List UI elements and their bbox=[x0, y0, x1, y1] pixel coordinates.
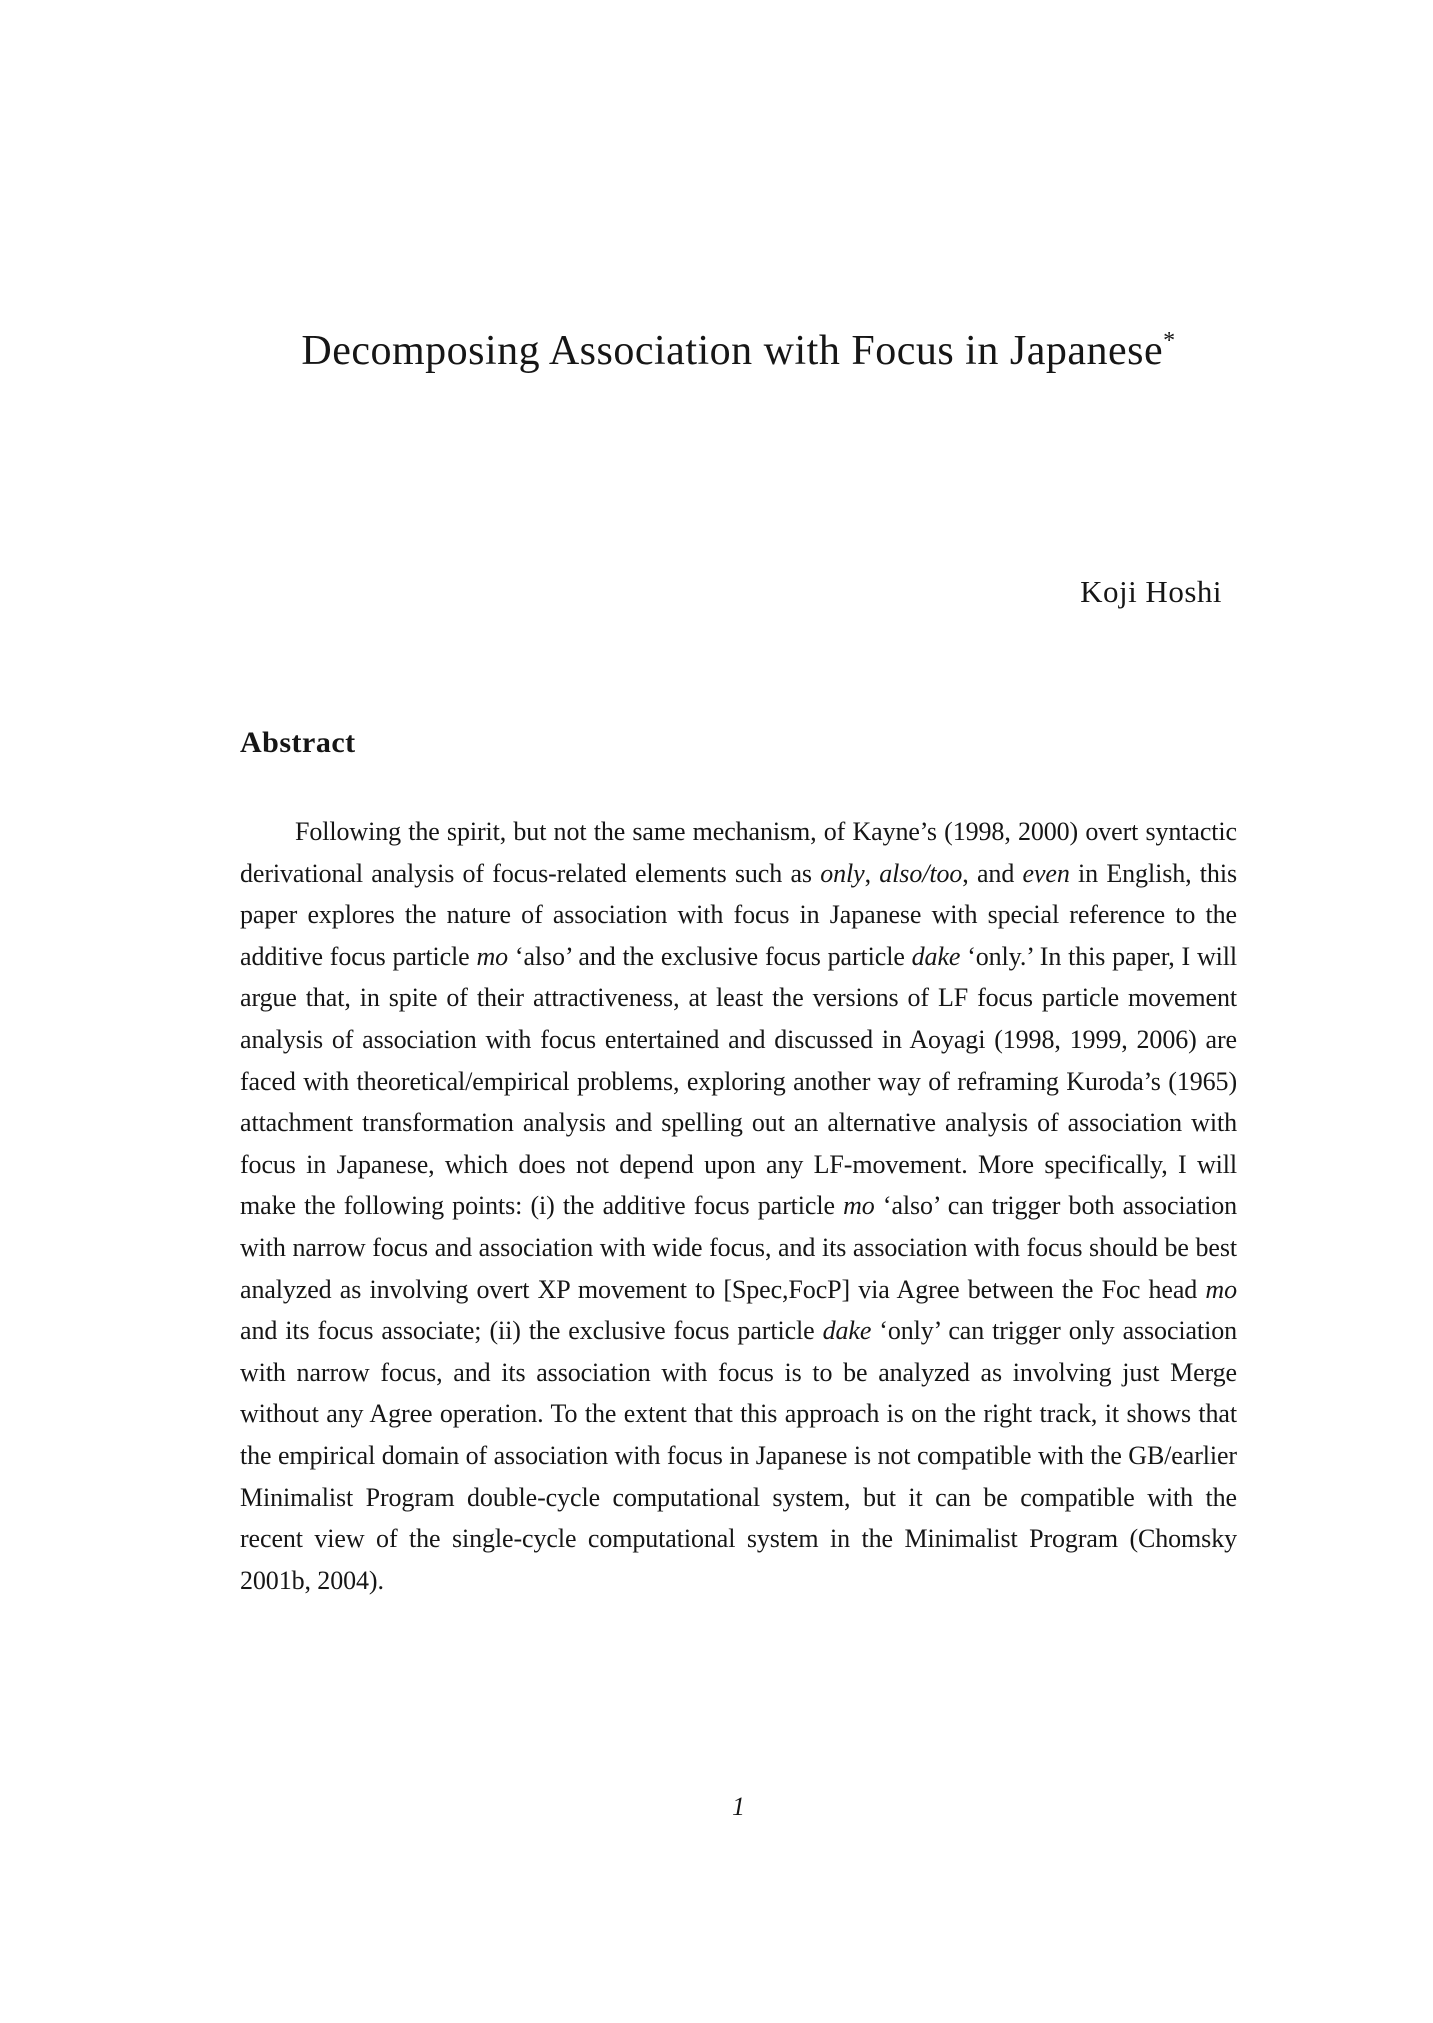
abstract-heading: Abstract bbox=[240, 726, 356, 759]
page-number: 1 bbox=[732, 1792, 745, 1821]
paper-title bbox=[240, 327, 1237, 375]
abstract-paragraph: Following the spirit, but not the same mechanism, of Kayne’s (1998, 2000) overt syntactic derivational analysis of focus-related elements such as only, also/too, and even in English, this paper explores the nature of association with focus in Japanese with special reference to the additive focus particle mo ‘also’ and the exclusive focus particle dake ‘only.’ In this paper, I will argue that, in spite of their attractiveness, at least the versions of LF focus particle movement analysis of association with focus entertained and discussed in Aoyagi (1998, 1999, 2006) are faced with theoretical/empirical problems, exploring another way of reframing Kuroda’s (1965) attachment transformation analysis and spelling out an alternative analysis of association with focus in Japanese, which does not depend upon any LF-movement. More specifically, I will make the following points: (i) the additive focus particle mo ‘also’ can trigger both association with narrow focus and association with wide focus, and its association with focus should be best analyzed as involving overt XP movement to [Spec,FocP] via Agree between the Foc head mo and its focus associate; (ii) the exclusive focus particle dake ‘only’ can trigger only association with narrow focus, and its association with focus is to be analyzed as involving just Merge without any Agree operation. To the extent that this approach is on the right track, it shows that the empirical domain of association with focus in Japanese is not compatible with the GB/earlier Minimalist Program double-cycle computational system, but it can be compatible with the recent view of the single-cycle computational system in the Minimalist Program (Chomsky 2001b, 2004). bbox=[240, 817, 1237, 1595]
title-footnote-marker: * bbox=[1163, 328, 1176, 354]
author-name: Koji Hoshi bbox=[1080, 574, 1222, 609]
paper-title-text: Decomposing Association with Focus in Japanese bbox=[301, 328, 1164, 374]
